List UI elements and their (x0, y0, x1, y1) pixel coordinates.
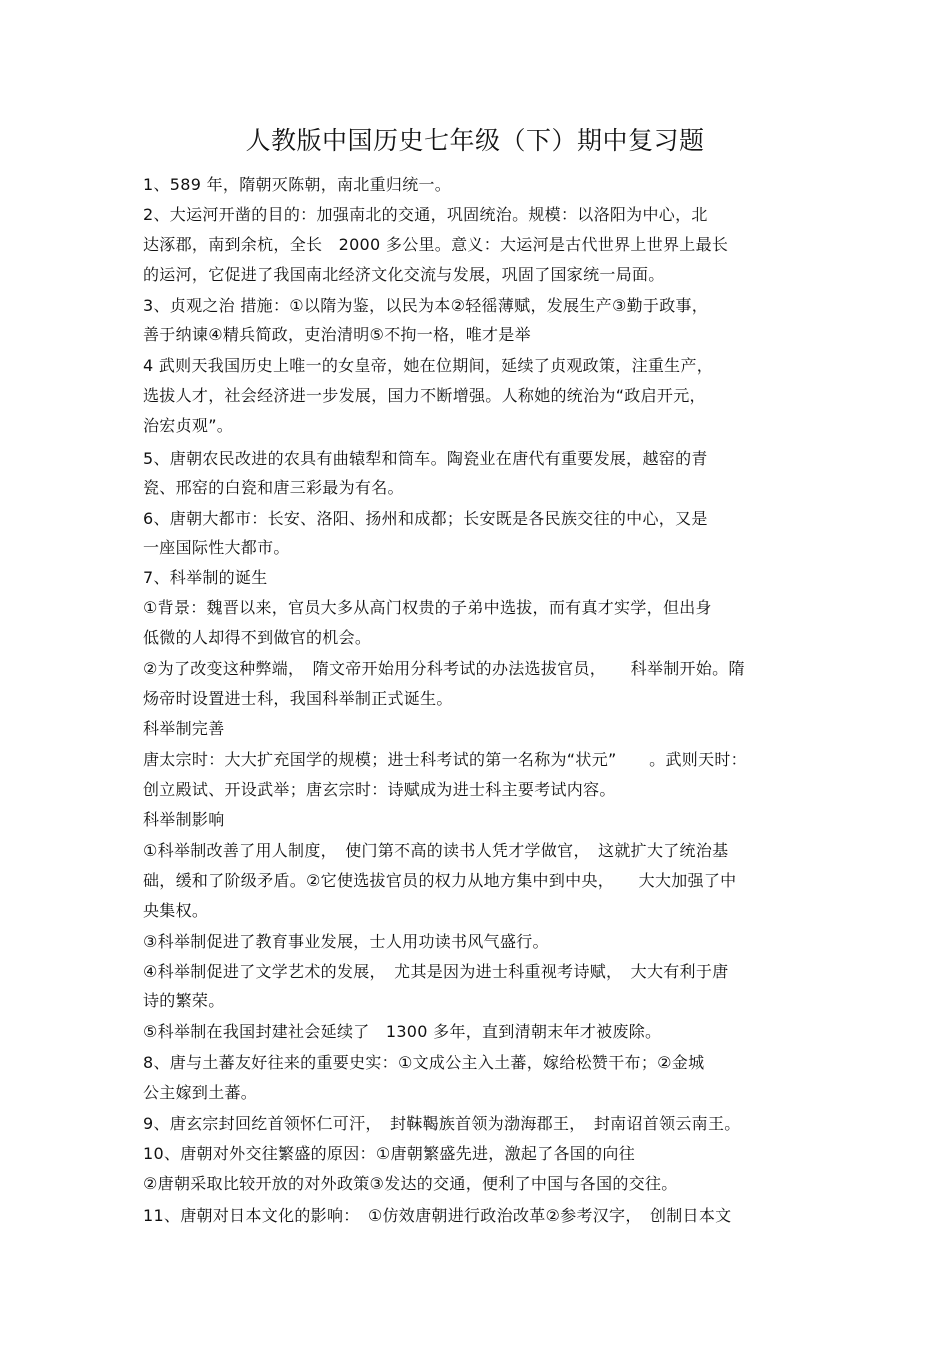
text-line: 2、大运河开凿的目的：加强南北的交通，巩固统治。规模：以洛阳为中心，北 (143, 205, 708, 224)
text-line: 治宏贞观”。 (143, 416, 234, 435)
text-line: 6、唐朝大都市：长安、洛阳、扬州和成都；长安既是各民族交往的中心，又是 (143, 509, 708, 528)
text-line: 创立殿试、开设武举；唐玄宗时：诗赋成为进士科主要考试内容。 (143, 780, 616, 799)
text-line: 8、唐与土蕃友好往来的重要史实：①文成公主入土蕃，嫁给松赞干布；②金城 (143, 1053, 705, 1072)
section-heading: 科举制影响 (143, 810, 225, 829)
text-line: ②为了改变这种弊端， 隋文帝开始用分科考试的办法选拔官员， 科举制开始。隋 (143, 659, 745, 678)
text-line: 低微的人却得不到做官的机会。 (143, 628, 372, 647)
text-line: 瓷、邢窑的白瓷和唐三彩最为有名。 (143, 478, 404, 497)
text-line: 央集权。 (143, 901, 209, 920)
text-line: ②唐朝采取比较开放的对外政策③发达的交通，便利了中国与各国的交往。 (143, 1174, 678, 1193)
text-line: 4 武则天我国历史上唯一的女皇帝，她在位期间，延续了贞观政策，注重生产， (143, 356, 714, 375)
text-line: 的运河，它促进了我国南北经济文化交流与发展，巩固了国家统一局面。 (143, 265, 665, 284)
section-heading: 科举制完善 (143, 719, 225, 738)
text-line: 善于纳谏④精兵简政，吏治清明⑤不拘一格，唯才是举 (143, 325, 531, 344)
text-line: 炀帝时设置进士科，我国科举制正式诞生。 (143, 689, 453, 708)
text-line: 10、唐朝对外交往繁盛的原因：①唐朝繁盛先进，激起了各国的向往 (143, 1144, 636, 1163)
text-line: 一座国际性大都市。 (143, 538, 290, 557)
text-line: ⑤科举制在我国封建社会延续了 1300 多年，直到清朝末年才被废除。 (143, 1022, 662, 1041)
text-line: 5、唐朝农民改进的农具有曲辕犁和筒车。陶瓷业在唐代有重要发展，越窑的青 (143, 449, 708, 468)
text-line: 3、贞观之治 措施：①以隋为鉴，以民为本②轻徭薄赋，发展生产③勤于政事， (143, 296, 709, 315)
text-line: 1、589 年，隋朝灭陈朝，南北重归统一。 (143, 175, 452, 194)
text-line: 11、唐朝对日本文化的影响： ①仿效唐朝进行政治改革②参考汉字， 创制日本文 (143, 1206, 732, 1225)
text-line: ①背景：魏晋以来，官员大多从高门权贵的子弟中选拔，而有真才实学，但出身 (143, 598, 712, 617)
text-line: 选拔人才，社会经济进一步发展，国力不断增强。人称她的统治为“政启开元， (143, 386, 706, 405)
text-line: 9、唐玄宗封回纥首领怀仁可汗， 封靺鞨族首领为渤海郡王， 封南诏首领云南王。 (143, 1114, 741, 1133)
text-line: 公主嫁到土蕃。 (143, 1083, 258, 1102)
text-line: 础，缓和了阶级矛盾。②它使选拔官员的权力从地方集中到中央， 大大加强了中 (143, 871, 737, 890)
text-line: ③科举制促进了教育事业发展，士人用功读书风气盛行。 (143, 932, 549, 951)
text-line: 达涿郡，南到余杭，全长 2000 多公里。意义：大运河是古代世界上世界上最长 (143, 235, 729, 254)
text-line: ①科举制改善了用人制度， 使门第不高的读书人凭才学做官， 这就扩大了统治基 (143, 841, 729, 860)
page-title: 人教版中国历史七年级（下）期中复习题 (245, 126, 705, 155)
text-line: 唐太宗时：大大扩充国学的规模；进士科考试的第一名称为“状元” 。武则天时： (143, 750, 747, 769)
text-line: ④科举制促进了文学艺术的发展， 尤其是因为进士科重视考诗赋， 大大有利于唐 (143, 962, 729, 981)
text-line: 诗的繁荣。 (143, 991, 225, 1010)
section-heading: 7、科举制的诞生 (143, 568, 268, 587)
